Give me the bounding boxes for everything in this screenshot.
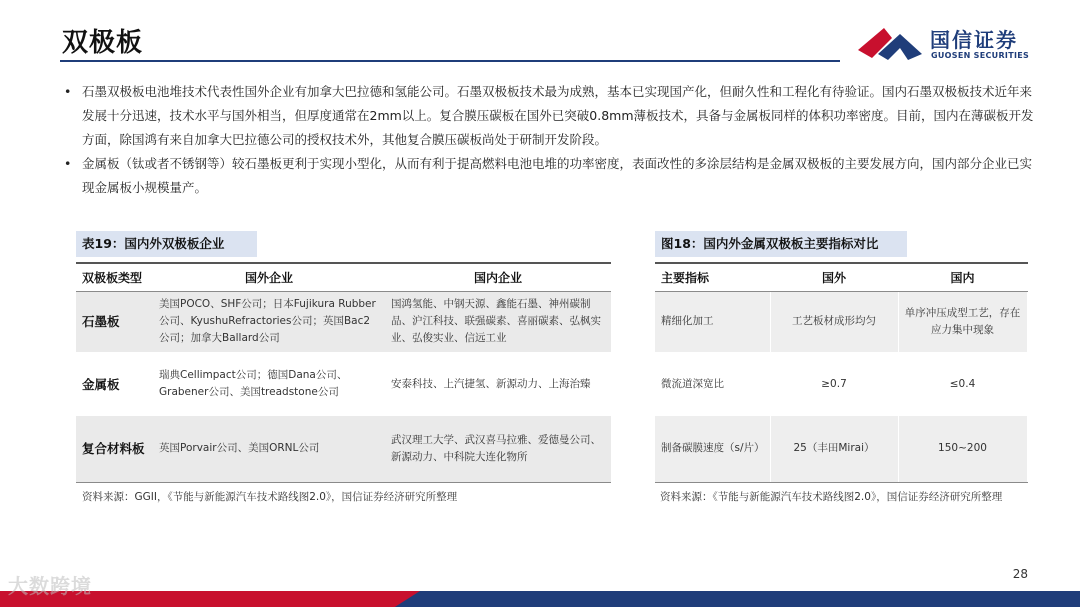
cell-foreign: 英国Porvair公司、美国ORNL公司 [153,416,385,482]
company-logo [858,22,1048,66]
table-left-caption: 表19：国内外双极板企业 [76,231,257,257]
table-header: 国内 [898,263,1027,291]
table-header: 主要指标 [655,263,770,291]
row-type: 金属板 [82,376,120,392]
bullet-list [62,80,1040,200]
bullet-item [62,152,1040,200]
cell-domestic: 国鸿氢能、中钢天源、鑫能石墨、神州碳制品、沪江科技、联强碳素、喜丽碳素、弘枫实业、弘俊实业、信远工业 [385,291,611,352]
logo-name-cn: 国信证券 [930,28,1018,52]
table-row [655,352,1027,416]
logo-name-en: GUOSEN SECURITIES [931,51,1030,60]
table-row [655,416,1027,482]
cell-foreign: 工艺板材成形均匀 [770,291,898,352]
row-type: 复合材料板 [76,416,153,482]
cell-domestic: ≤0.4 [898,352,1027,416]
table-row [76,416,611,482]
metal-plate-metrics-table [655,262,1028,483]
table-header: 国外 [770,263,898,291]
table-right-caption: 图18：国内外金属双极板主要指标对比 [655,231,907,257]
table-left-source: 资料来源：GGII，《节能与新能源汽车技术路线图2.0》，国信证券经济研究所整理 [82,491,458,503]
cell-foreign: 25（丰田Mirai） [770,416,898,482]
page-number: 28 [1012,567,1028,581]
cell-foreign: 瑞典Cellimpact公司；德国Dana公司、Grabener公司、美国treadstone公司 [159,369,348,398]
bullet-dot-icon: • [64,156,72,171]
cell-metric: 制备碳膜速度（s/片） [655,416,770,482]
cell-domestic: 150~200 [898,416,1027,482]
cell-metric: 精细化加工 [655,291,770,352]
row-type: 石墨板 [76,291,153,352]
table-header: 国内企业 [385,263,611,291]
bullet-text: 金属板（钛或者不锈钢等）较石墨板更利于实现小型化，从而有利于提高燃料电池电堆的功率密度，表面改性的多涂层结构是金属双极板的主要发展方向，国内部分企业已实现金属板小规模量产。 [82,156,1033,195]
table-right-source: 资料来源：《节能与新能源汽车技术路线图2.0》，国信证券经济研究所整理 [660,491,1003,503]
bullet-dot-icon: • [64,84,72,99]
cell-metric: 微流道深宽比 [655,352,770,416]
table-row [76,352,611,416]
bullet-text: 石墨双极板电池堆技术代表性国外企业有加拿大巴拉德和氢能公司。石墨双极板技术最为成熟，基本已实现国产化，但耐久性和工程化有待验证。国内石墨双极板技术近年来发展十分迅速，技术水平与国外相当，但厚度通常在2mm以上。复合膜压碳板在国外已突破0.8mm薄板技术，具备与金属板同样的体积功率密度。目前，国内在薄碳板开发方面，除国鸿有来自加拿大巴拉德公司的授权技术外，其他复合膜压碳板尚处于研制开发阶段。 [82,84,1034,147]
watermark: 大数跨境 [8,574,92,598]
bipolar-plate-companies-table [76,262,611,483]
table-row [76,291,611,352]
cell-foreign: ≥0.7 [770,352,898,416]
cell-domestic: 武汉理工大学、武汉喜马拉雅、爱德曼公司、新源动力、中科院大连化物所 [385,416,611,482]
page-title: 双极板 [62,28,144,58]
guosen-logo-icon [858,24,922,64]
bullet-item [62,80,1040,152]
title-divider [60,60,840,62]
table-row [655,291,1027,352]
table-header: 国外企业 [153,263,385,291]
cell-foreign: 美国POCO、SHF公司；日本Fujikura Rubber公司、KyushuRefractories公司；英国Bac2公司；加拿大Ballard公司 [153,291,385,352]
table-header: 双极板类型 [76,263,153,291]
cell-domestic: 安泰科技、上汽捷氢、新源动力、上海治臻 [391,377,591,390]
cell-domestic: 单序冲压成型工艺，存在应力集中现象 [898,291,1027,352]
